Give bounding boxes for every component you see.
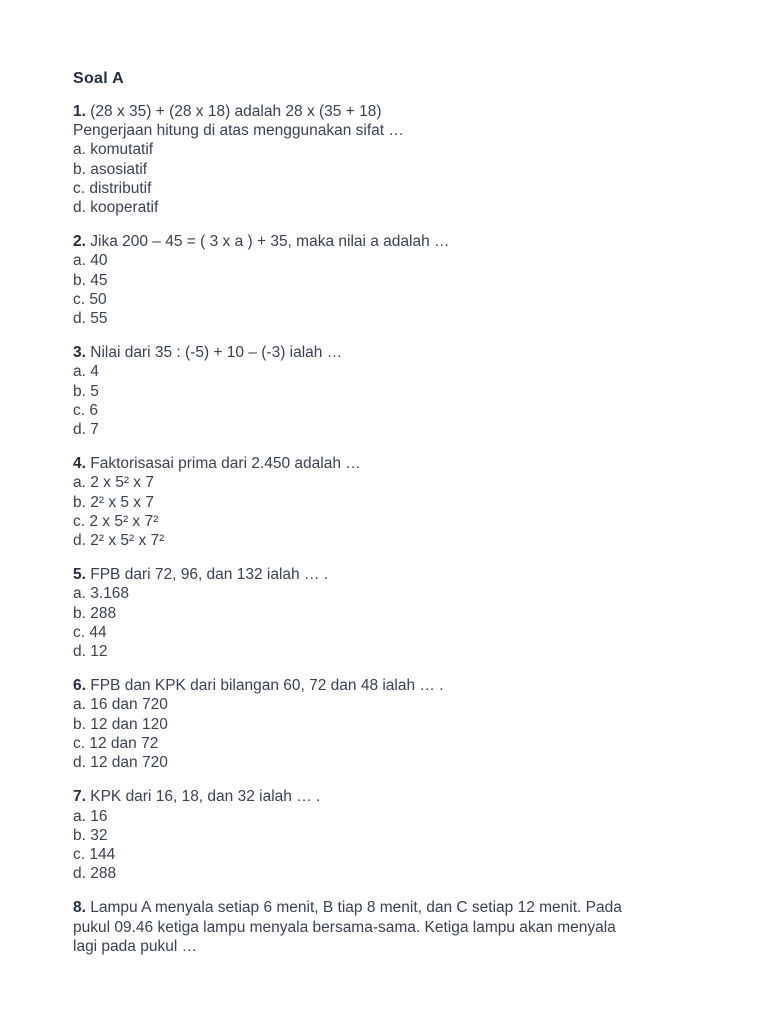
answer-option-c: c. 44 [73,623,107,641]
question-6 [73,676,713,772]
answer-option-c: c. 50 [73,290,107,308]
question-number: 8. [73,899,86,917]
answer-option-a: a. 4 [73,363,99,381]
answer-option-d: d. 288 [73,865,117,883]
answer-option-a: a. 3.168 [73,585,130,603]
answer-option-c: c. 12 dan 72 [73,734,159,752]
question-number: 3. [73,344,86,362]
question-2 [73,232,713,328]
question-text: FPB dari 72, 96, dan 132 ialah … . [85,566,329,584]
answer-option-a: a. 2 x 5² x 7 [73,474,154,492]
question-text: lagi pada pukul … [73,937,198,955]
answer-option-b: b. 5 [73,382,99,400]
question-text: Jika 200 – 45 = ( 3 x a ) + 35, maka nilai a adalah … [85,233,450,251]
question-number: 5. [73,566,86,584]
answer-option-c: c. distributif [73,179,152,197]
question-number: 2. [73,233,86,251]
answer-option-a: a. 16 dan 720 [73,696,168,714]
question-3 [73,343,713,439]
question-stem-line [73,232,713,251]
document-page [73,69,713,971]
question-text: pukul 09.46 ketiga lampu menyala bersama-sama. Ketiga lampu akan menyala [73,918,616,936]
question-text: Pengerjaan hitung di atas menggunakan sifat … [73,122,404,140]
answer-option-d: d. 2² x 5² x 7² [73,532,165,550]
answer-option-a: a. 16 [73,807,108,825]
answer-option-b: b. 2² x 5 x 7 [73,493,154,511]
question-5 [73,565,713,661]
question-text: KPK dari 16, 18, dan 32 ialah … . [85,788,321,806]
answer-option-b: b. 45 [73,271,108,289]
answer-option-a: a. komutatif [73,141,154,159]
answer-option-d: d. kooperatif [73,199,159,217]
question-8 [73,898,713,956]
answer-option-d: d. 7 [73,421,99,439]
question-stem-line [73,787,713,806]
answer-option-b: b. 288 [73,604,117,622]
answer-option-b: b. 32 [73,826,108,844]
answer-option-c: c. 6 [73,401,98,419]
question-text: Lampu A menyala setiap 6 menit, B tiap 8 menit, dan C setiap 12 menit. Pada [85,899,622,917]
answer-option-d: d. 12 dan 720 [73,754,168,772]
question-text: FPB dan KPK dari bilangan 60, 72 dan 48 ialah … . [85,677,444,695]
question-stem-line [73,898,713,917]
question-stem-line [73,454,713,473]
question-stem-line [73,676,713,695]
question-number: 4. [73,455,86,473]
answer-option-d: d. 55 [73,310,108,328]
question-text: Nilai dari 35 : (-5) + 10 – (-3) ialah … [85,344,343,362]
answer-option-d: d. 12 [73,643,108,661]
question-number: 1. [73,103,86,120]
question-number: 6. [73,677,86,695]
answer-option-a: a. 40 [73,252,108,270]
answer-option-b: b. asosiatif [73,160,148,178]
question-number: 7. [73,788,86,806]
answer-option-c: c. 2 x 5² x 7² [73,512,159,530]
question-7 [73,787,713,883]
section-heading: Soal A [73,70,124,87]
answer-option-b: b. 12 dan 120 [73,715,168,733]
question-4 [73,454,713,550]
question-text: (28 x 35) + (28 x 18) adalah 28 x (35 + 18) [85,103,382,120]
answer-option-c: c. 144 [73,845,116,863]
question-1 [73,102,713,217]
question-stem-line [73,102,713,121]
question-stem-line [73,343,713,362]
question-stem-line [73,565,713,584]
question-text: Faktorisasai prima dari 2.450 adalah … [85,455,361,473]
